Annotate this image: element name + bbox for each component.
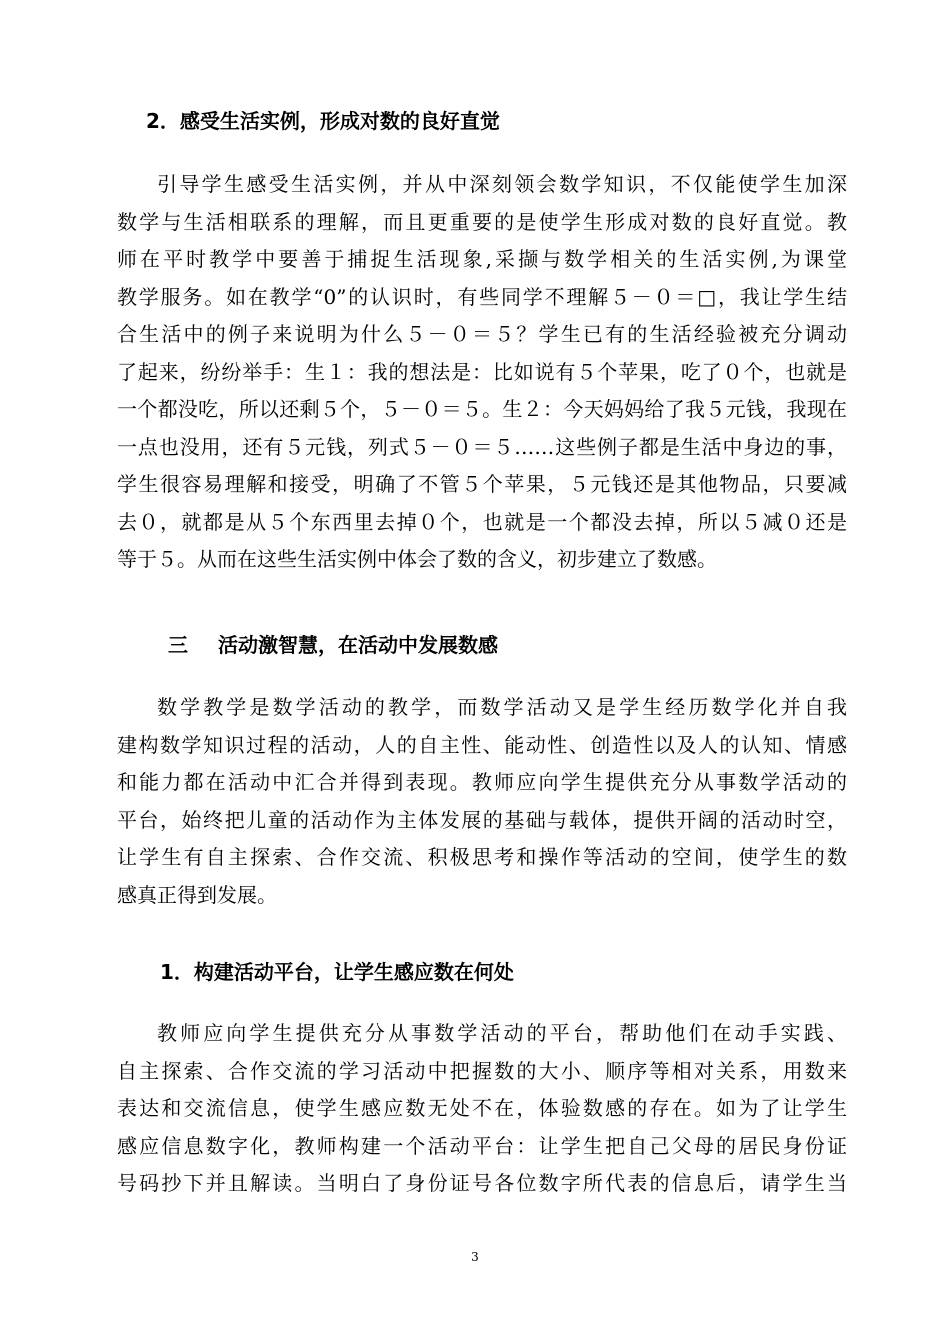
paragraph-line: 合生活中的例子来说明为什么５－０＝５？学生已有的生活经验被充分调动: [117, 322, 847, 346]
paragraph-line: 自主探索、合作交流的学习活动中把握数的大小、顺序等相对关系，用数来: [117, 1058, 847, 1083]
subsection-heading-1: 1．构建活动平台，让学生感应数在何处: [160, 960, 514, 984]
paragraph-line: 学生很容易理解和接受，明确了不管５个苹果，５元钱还是其他物品，只要减: [117, 472, 847, 496]
section-number: 三: [168, 633, 188, 657]
paragraph-line: 感应信息数字化，教师构建一个活动平台：让学生把自己父母的居民身份证: [117, 1133, 847, 1158]
page-number: 3: [471, 1250, 479, 1264]
paragraph-line: 师在平时教学中要善于捕捉生活现象,采撷与数学相关的生活实例,为课堂: [117, 247, 847, 271]
paragraph-line: 感真正得到发展。: [117, 882, 277, 907]
paragraph-line: 表达和交流信息，使学生感应数无处不在，体验数感的存在。如为了让学生: [117, 1096, 847, 1120]
section-heading-3: [168, 631, 498, 659]
paragraph-line: 和能力都在活动中汇合并得到表现。教师应向学生提供充分从事数学活动的: [117, 770, 847, 794]
paragraph-activity-platform: [117, 1015, 847, 1203]
paragraph-line: 教学服务。如在教学“0”的认识时，有些同学不理解５－０＝□，我让学生结: [117, 284, 847, 309]
paragraph-line: 号码抄下并且解读。当明白了身份证号各位数字所代表的信息后，请学生当: [117, 1171, 847, 1195]
paragraph-line: 数学教学是数学活动的教学，而数学活动又是学生经历数学化并自我: [157, 695, 847, 719]
paragraph-activities: [117, 689, 847, 914]
section-title: 活动激智慧，在活动中发展数感: [218, 633, 498, 657]
paragraph-line: 建构数学知识过程的活动，人的自主性、能动性、创造性以及人的认知、情感: [117, 732, 847, 757]
paragraph-line: 了起来，纷纷举手：生１：我的想法是：比如说有５个苹果，吃了０个，也就是: [117, 359, 847, 384]
paragraph-line: 数学与生活相联系的理解，而且更重要的是使学生形成对数的良好直觉。教: [117, 209, 847, 234]
section-heading-2: 2．感受生活实例，形成对数的良好直觉: [146, 109, 500, 133]
paragraph-life-examples: [117, 166, 847, 579]
paragraph-line: 一点也没用，还有５元钱，列式５－０＝５……这些例子都是生活中身边的事，: [117, 434, 847, 459]
paragraph-line: 一个都没吃，所以还剩５个，５－０＝５。生２：今天妈妈给了我５元钱，我现在: [117, 397, 847, 421]
paragraph-line: 引导学生感受生活实例，并从中深刻领会数学知识，不仅能使学生加深: [157, 172, 847, 196]
paragraph-line: 让学生有自主探索、合作交流、积极思考和操作等活动的空间，使学生的数: [117, 845, 847, 869]
paragraph-line: 等于５。从而在这些生活实例中体会了数的含义，初步建立了数感。: [117, 547, 717, 571]
paragraph-line: 去０，就都是从５个东西里去掉０个，也就是一个都没去掉，所以５减０还是: [117, 509, 847, 534]
paragraph-line: 教师应向学生提供充分从事数学活动的平台，帮助他们在动手实践、: [157, 1021, 847, 1045]
paragraph-line: 平台，始终把儿童的活动作为主体发展的基础与载体，提供开阔的活动时空，: [117, 807, 847, 832]
